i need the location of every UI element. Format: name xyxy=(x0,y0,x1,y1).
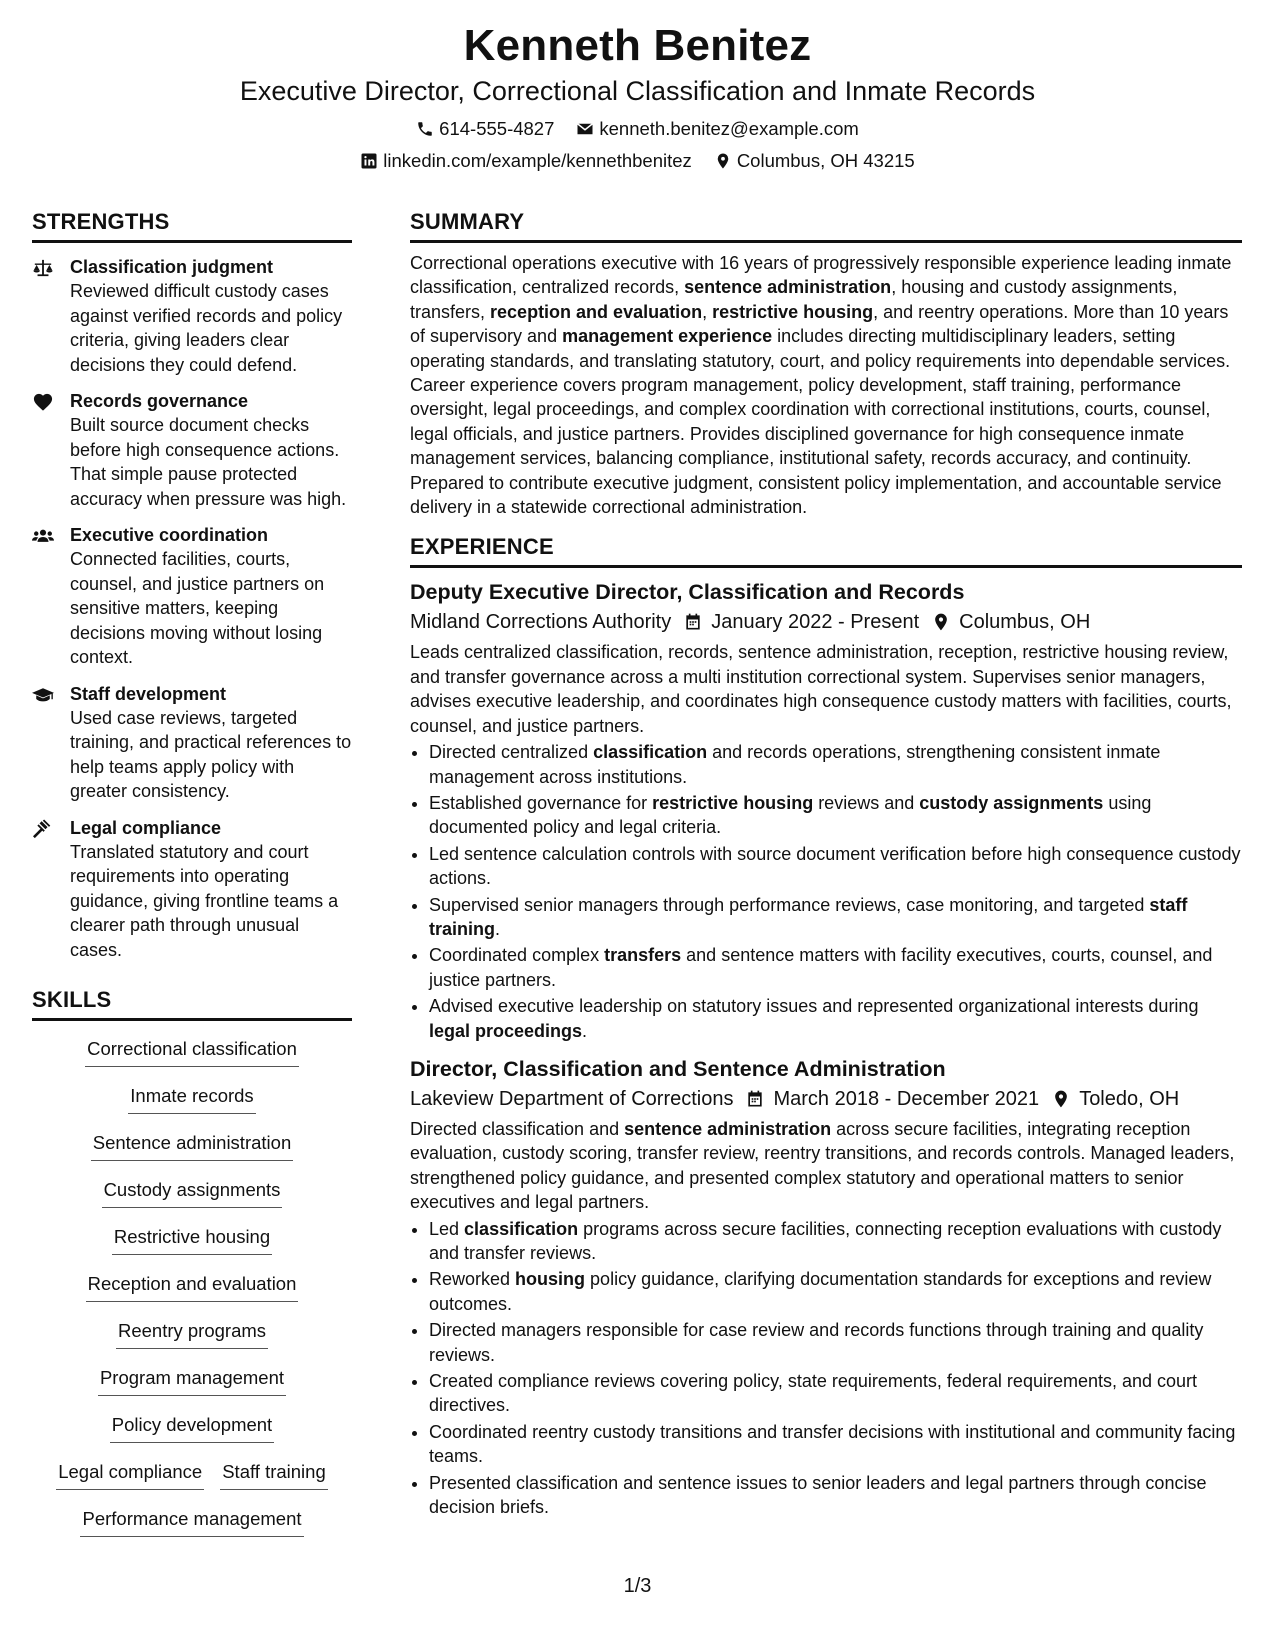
candidate-name: Kenneth Benitez xyxy=(463,21,812,70)
text-run: policy guidance, clarifying documentation standards for exceptions and review outcomes. xyxy=(429,1269,1212,1314)
job-dates: January 2022 - Present xyxy=(711,611,920,634)
bullet-item xyxy=(429,1471,1242,1520)
text-run: Established governance for xyxy=(429,792,653,813)
bullet-item xyxy=(429,943,1242,992)
skill-tag: Performance management xyxy=(80,1503,303,1537)
phone-text: 614-555-4827 xyxy=(439,118,555,139)
experience-heading: EXPERIENCE xyxy=(410,534,554,560)
strength-title: Executive coordination xyxy=(70,525,269,545)
page-number: 1/3 xyxy=(623,1575,652,1597)
job-dates: March 2018 - December 2021 xyxy=(773,1087,1040,1110)
job-title: Director, Classification and Sentence Administration xyxy=(410,1056,946,1081)
phone-icon xyxy=(416,120,434,138)
skills-list xyxy=(32,1033,352,1550)
bold-keyword: restrictive housing xyxy=(712,301,874,322)
strength-item xyxy=(32,389,352,511)
bold-keyword: restrictive housing xyxy=(652,792,814,813)
job-bullets xyxy=(410,1217,1242,1520)
bold-keyword: management experience xyxy=(562,326,773,347)
text-run: using documented policy and legal criteria. xyxy=(429,792,1152,838)
strength-item xyxy=(32,816,352,963)
skill-tag: Program management xyxy=(98,1362,286,1396)
skill-tag: Restrictive housing xyxy=(112,1221,272,1255)
candidate-title: Executive Director, Correctional Classification and Inmate Records xyxy=(239,76,1036,106)
text-run: Directed managers responsible for case review and records functions through training and quality reviews. xyxy=(429,1320,1204,1365)
text-run: programs across secure facilities, connecting reception evaluations with custody and transfer reviews. xyxy=(429,1218,1222,1263)
text-run: Created compliance reviews covering policy, state requirements, federal requirements, and court directives. xyxy=(429,1371,1198,1416)
skill-tag: Custody assignments xyxy=(102,1174,283,1208)
experience-rule xyxy=(410,565,1242,568)
skill-tag: Correctional classification xyxy=(85,1033,299,1067)
text-run: Reworked xyxy=(429,1269,516,1290)
map-pin-icon xyxy=(931,612,951,632)
graduation-cap-icon xyxy=(32,685,54,705)
bullet-item xyxy=(429,842,1242,891)
strength-item xyxy=(32,523,352,670)
bold-keyword: legal proceedings xyxy=(429,1020,583,1041)
text-run: . xyxy=(495,918,501,939)
strength-title: Records governance xyxy=(70,391,249,411)
bold-keyword: sentence administration xyxy=(684,277,892,298)
bold-keyword: transfers xyxy=(604,945,682,966)
summary-rule xyxy=(410,240,1242,243)
job-location: Toledo, OH xyxy=(1079,1087,1180,1110)
location-text: Columbus, OH 43215 xyxy=(736,150,915,171)
heart-icon xyxy=(32,392,54,412)
summary-heading: SUMMARY xyxy=(410,209,525,234)
text-run: Supervised senior managers through performance reviews, case monitoring, and targeted xyxy=(429,894,1150,915)
text-run: Led sentence calculation controls with source document verification before high consequence custody actions. xyxy=(429,843,1241,889)
strength-desc: Used case reviews, targeted training, and practical references to help teams apply policy with greater consistency. xyxy=(70,707,352,801)
strength-title: Classification judgment xyxy=(70,257,274,277)
bold-keyword: classification xyxy=(464,1218,579,1239)
job-description xyxy=(410,640,1242,738)
linkedin-icon xyxy=(360,152,378,170)
contact-row-1 xyxy=(0,118,1275,140)
text-run: Leads centralized classification, records, sentence administration, reception, restrictive housing review, and transfer governance across a multi institution correctional system. Supervises senior managers, advises executive leadership, and coordinates high consequence custody matters with facilities, courts, counsel, and justice partners. xyxy=(410,642,1232,736)
bullet-item xyxy=(429,994,1242,1043)
skill-tag: Reception and evaluation xyxy=(86,1268,299,1302)
bold-keyword: custody assignments xyxy=(919,792,1104,813)
contact-location xyxy=(714,150,915,172)
job-meta xyxy=(410,608,1242,636)
contact-phone xyxy=(416,118,554,140)
contact-email[interactable] xyxy=(576,118,858,140)
gavel-icon xyxy=(32,819,54,839)
job-org: Lakeview Department of Corrections xyxy=(410,1087,734,1110)
text-run: Coordinated reentry custody transitions and transfer decisions with institutional and community facing teams. xyxy=(429,1421,1236,1467)
bullet-item xyxy=(429,893,1242,942)
bold-keyword: classification xyxy=(593,742,708,763)
map-pin-icon xyxy=(714,152,732,170)
bold-keyword: sentence administration xyxy=(624,1118,832,1139)
skill-tag: Policy development xyxy=(110,1409,274,1443)
text-run: and records operations, strengthening consistent inmate management across institutions. xyxy=(429,742,1161,787)
text-run: , housing and custody assignments, transfers, xyxy=(410,277,1178,322)
strengths-list xyxy=(32,255,352,962)
envelope-icon xyxy=(576,120,594,138)
skill-tag: Staff training xyxy=(220,1456,328,1490)
text-run: includes directing multidisciplinary leaders, setting operating standards, and translating statutory, court, and policy requirements into dependable services. Career experience covers program management, policy development, staff training, performance oversight, legal proceedings, and complex coordination with correctional institutions, courts, counsel, legal officials, and justice partners. Provides disciplined governance for high consequence inmate management services, balancing compliance, institutional safety, records accuracy, and continuity. Prepared to contribute executive judgment, consistent policy implementation, and accountable service delivery in a statewide correctional administration. xyxy=(410,326,1231,518)
text-run: Led xyxy=(429,1218,465,1239)
calendar-icon xyxy=(745,1089,765,1109)
job-bullets xyxy=(410,740,1242,1043)
users-icon xyxy=(32,526,54,546)
job-meta xyxy=(410,1085,1242,1113)
job-entry xyxy=(410,578,1242,1043)
text-run: . xyxy=(582,1020,588,1041)
text-run: and sentence matters with facility executives, courts, counsel, and justice partners. xyxy=(429,945,1213,990)
bullet-item xyxy=(429,1369,1242,1418)
bullet-item xyxy=(429,791,1242,840)
bullet-item xyxy=(429,740,1242,789)
strength-desc: Reviewed difficult custody cases against verified records and policy criteria, giving leaders clear decisions they could defend. xyxy=(70,281,343,375)
contact-row-2 xyxy=(0,150,1275,172)
bold-keyword: reception and evaluation xyxy=(490,301,703,322)
job-entry xyxy=(410,1055,1242,1520)
skill-tag: Inmate records xyxy=(128,1080,255,1114)
text-run: Presented classification and sentence issues to senior leaders and legal partners through concise decision briefs. xyxy=(429,1472,1207,1518)
skill-tag: Sentence administration xyxy=(91,1127,293,1161)
strength-title: Staff development xyxy=(70,683,227,704)
strengths-heading: STRENGTHS xyxy=(32,209,170,234)
bullet-item xyxy=(429,1217,1242,1266)
scale-icon xyxy=(32,258,54,278)
job-description xyxy=(410,1117,1242,1215)
strengths-rule xyxy=(32,240,352,243)
text-run: Correctional operations executive with 16 years of progressively responsible experience leading inmate classification, centralized records, xyxy=(410,253,1232,298)
bullet-item xyxy=(429,1318,1242,1367)
skill-tag: Reentry programs xyxy=(116,1315,268,1349)
strength-title: Legal compliance xyxy=(70,817,222,838)
right-column xyxy=(410,208,1242,1521)
skill-tag: Legal compliance xyxy=(56,1456,204,1490)
map-pin-icon xyxy=(1051,1089,1071,1109)
email-text[interactable]: kenneth.benitez@example.com xyxy=(599,118,859,139)
bullet-item xyxy=(429,1267,1242,1316)
calendar-icon xyxy=(683,612,703,632)
bold-keyword: housing xyxy=(515,1269,586,1290)
job-location: Columbus, OH xyxy=(959,611,1091,634)
skills-heading: SKILLS xyxy=(32,987,112,1012)
strength-desc: Connected facilities, courts, counsel, and justice partners on sensitive matters, keeping decisions moving without losing context. xyxy=(70,549,325,667)
resume-header xyxy=(0,18,1275,172)
job-org: Midland Corrections Authority xyxy=(410,611,672,634)
text-run: reviews and xyxy=(813,792,920,813)
linkedin-text[interactable]: linkedin.com/example/kennethbenitez xyxy=(383,150,692,171)
left-column xyxy=(32,208,352,1550)
strength-item xyxy=(32,255,352,377)
summary-text xyxy=(410,251,1242,519)
text-run: across secure facilities, integrating reception evaluation, custody scoring, transfer review, reentry transitions, and records controls. Managed leaders, strengthened policy guidance, and presented complex statutory and operational matters to senior executives and legal partners. xyxy=(410,1118,1235,1213)
strength-desc: Translated statutory and court requirements into operating guidance, giving frontline teams a clearer path through unusual cases. xyxy=(70,841,339,960)
strength-item xyxy=(32,682,352,804)
text-run: Directed classification and xyxy=(410,1118,625,1139)
text-run: Coordinated complex xyxy=(429,945,605,966)
bullet-item xyxy=(429,1420,1242,1469)
strength-desc: Built source document checks before high consequence actions. That simple pause protected accuracy when pressure was high. xyxy=(70,415,347,509)
text-run: Directed centralized xyxy=(429,742,594,763)
text-run: , xyxy=(702,301,713,322)
bold-keyword: staff training xyxy=(429,894,1188,939)
text-run: Advised executive leadership on statutory issues and represented organizational interests during xyxy=(429,996,1199,1017)
text-run: , and reentry operations. More than 10 years of supervisory and xyxy=(410,301,1229,347)
contact-linkedin[interactable] xyxy=(360,150,692,172)
skills-rule xyxy=(32,1018,352,1021)
job-title: Deputy Executive Director, Classification and Records xyxy=(410,580,965,605)
